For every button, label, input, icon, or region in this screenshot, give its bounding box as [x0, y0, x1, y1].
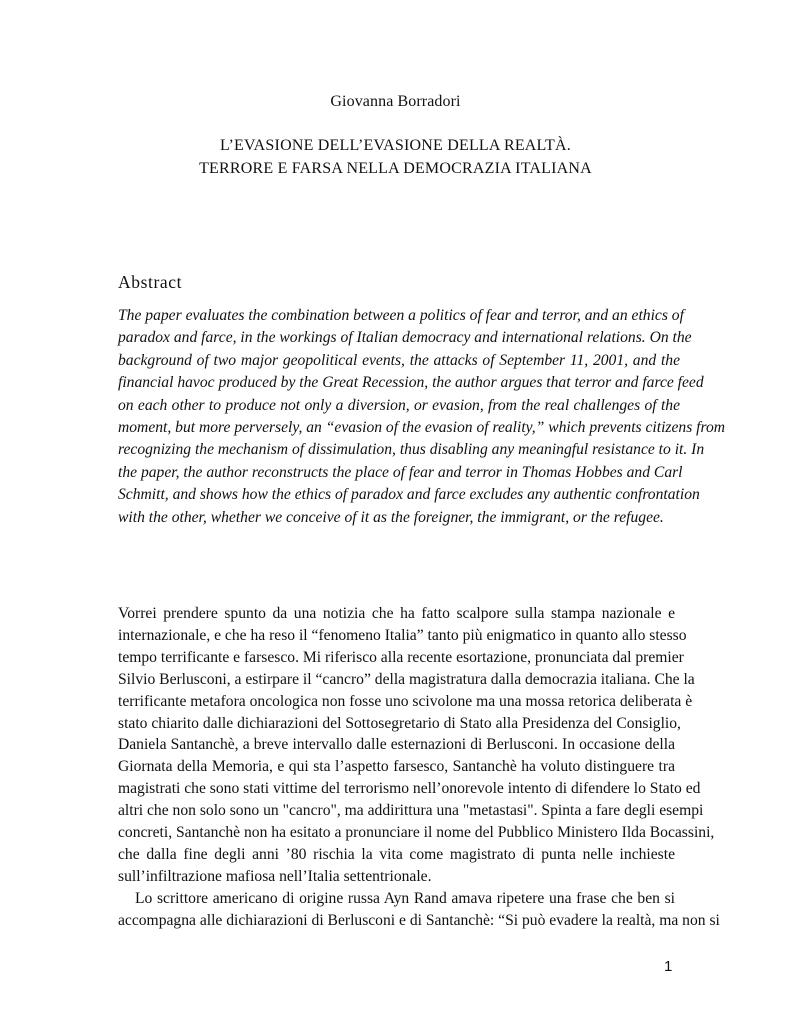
- abstract-line: recognizing the mechanism of dissimulation, thus disabling any meaningful resistance to it. In: [118, 441, 705, 459]
- abstract-line: The paper evaluates the combination between a politics of fear and terror, and an ethics of: [118, 307, 684, 324]
- abstract-text: [118, 305, 726, 529]
- body-line: altri che non solo sono un "cancro", ma addirittura una "metastasi". Spinta a fare degli esempi: [118, 802, 704, 820]
- body-line: internazionale, e che ha reso il “fenomeno Italia” tanto più enigmatico in quanto allo stesso: [118, 626, 687, 644]
- body-line: tempo terrificante e farsesco. Mi riferisco alla recente esortazione, pronunciata dal premier: [118, 648, 684, 666]
- body-line: stato chiarito dalle dichiarazioni del Sottosegretario di Stato alla Presidenza del Consiglio,: [118, 714, 681, 732]
- body-line: che dalla fine degli anni ’80 rischia la vita come magistrato di punta nelle inchieste: [118, 845, 675, 863]
- body-line: Giornata della Memoria, e qui sta l’aspetto farsesco, Santanchè ha voluto distinguere tra: [118, 758, 675, 776]
- body-line: magistrati che sono stati vittime del terrorismo nell’onorevole intento di difendere lo Stato ed: [118, 780, 701, 798]
- body-line: Vorrei prendere spunto da una notizia che ha fatto scalpore sulla stampa nazionale e: [118, 605, 675, 622]
- abstract-line: moment, but more perversely, an “evasion of the evasion of reality,” which prevents citizens from: [118, 419, 726, 437]
- abstract-line: paradox and farce, in the workings of Italian democracy and international relations. On the: [118, 329, 692, 347]
- body-line: Daniela Santanchè, a breve intervallo dalle esternazioni di Berlusconi. In occasione della: [118, 736, 675, 754]
- page-number: 1: [664, 958, 673, 975]
- body-line: Silvio Berlusconi, a estirpare il “cancro” della magistratura dalla democrazia italiana. Che la: [118, 670, 695, 688]
- abstract-line: with the other, whether we conceive of it as the foreigner, the immigrant, or the refugee.: [118, 508, 664, 526]
- paper-title-line-2: TERRORE E FARSA NELLA DEMOCRAZIA ITALIANA: [199, 160, 592, 177]
- paper-title-line-1: L’EVASIONE DELL’EVASIONE DELLA REALTÀ.: [219, 137, 571, 154]
- abstract-line: on each other to produce not only a diversion, or evasion, from the real challenges of the: [118, 396, 680, 414]
- body-line: sull’infiltrazione mafiosa nell’Italia settentrionale.: [118, 867, 432, 885]
- abstract-line: Schmitt, and shows how the ethics of paradox and farce excludes any authentic confrontation: [118, 486, 700, 504]
- abstract-heading: Abstract: [118, 272, 183, 292]
- body-text: [118, 603, 720, 932]
- abstract-line: background of two major geopolitical events, the attacks of September 11, 2001, and the: [118, 351, 680, 369]
- author-name: Giovanna Borradori: [330, 93, 461, 110]
- body-line: Lo scrittore americano di origine russa Ayn Rand amava ripetere una frase che ben si: [135, 889, 675, 907]
- body-line: concreti, Santanchè non ha esitato a pronunciare il nome del Pubblico Ministero Ilda Bocassini,: [118, 824, 715, 842]
- body-line: accompagna alle dichiarazioni di Berlusconi e di Santanchè: “Si può evadere la realtà, ma non si: [118, 911, 720, 929]
- abstract-line: financial havoc produced by the Great Recession, the author argues that terror and farce feed: [118, 374, 704, 392]
- body-line: terrificante metafora oncologica non fosse uno scivolone ma una mossa retorica deliberata è: [118, 692, 693, 710]
- abstract-line: the paper, the author reconstructs the place of fear and terror in Thomas Hobbes and Carl: [118, 463, 683, 481]
